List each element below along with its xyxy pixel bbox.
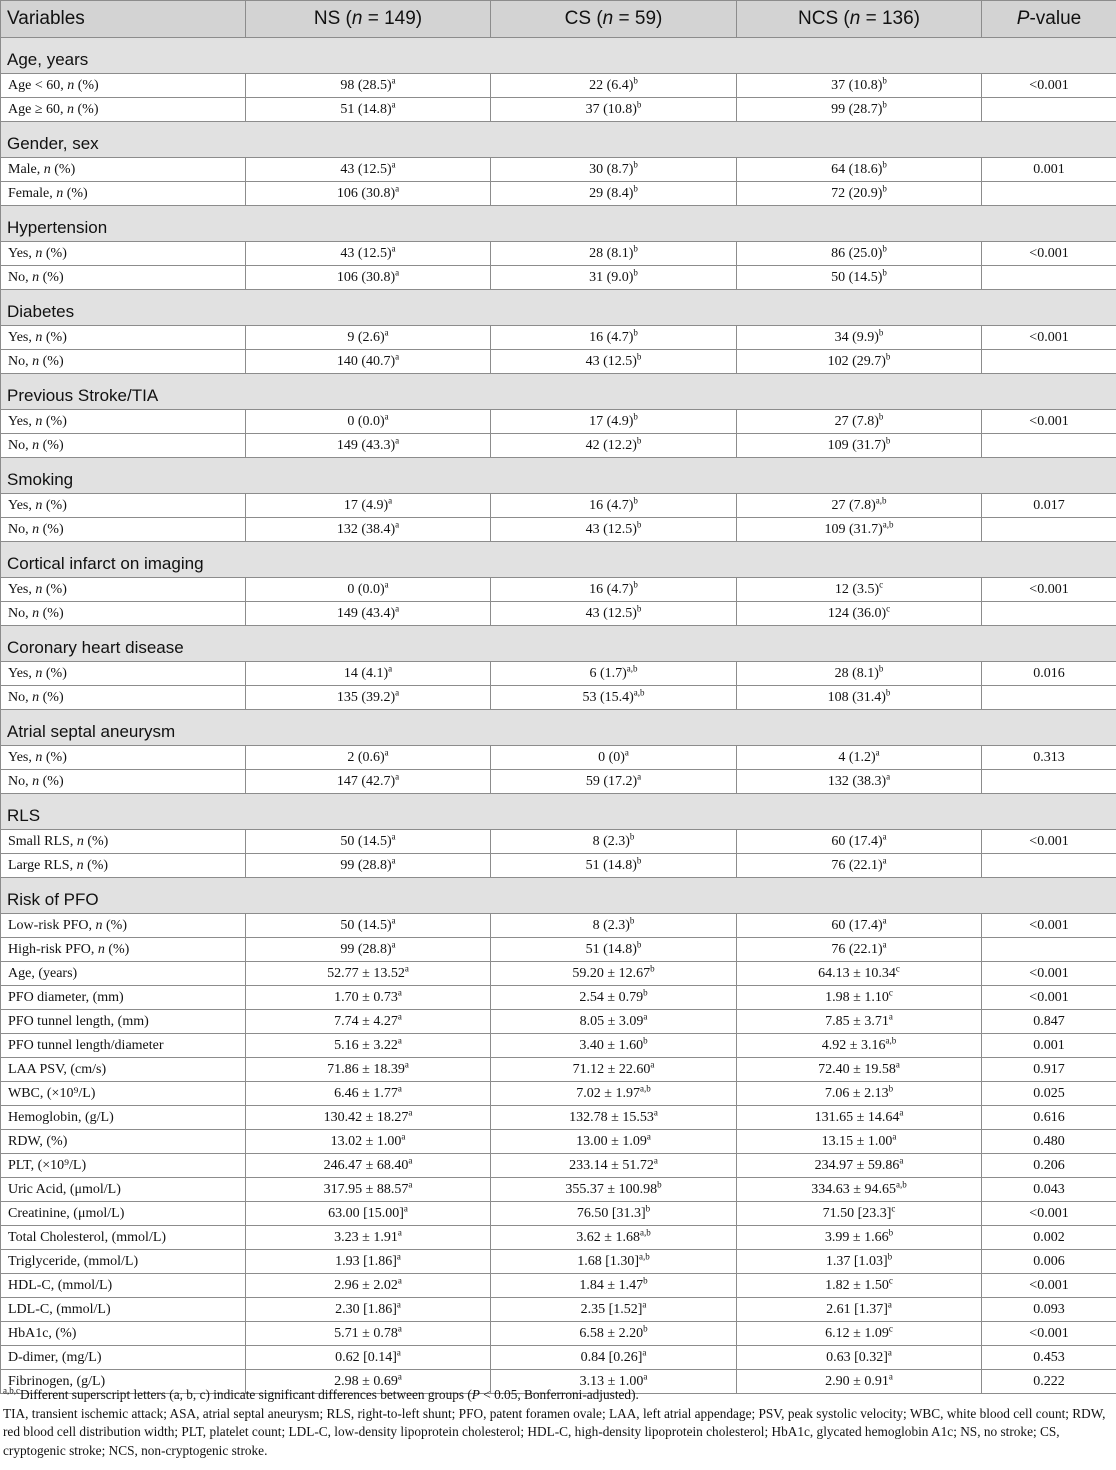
table-row	[1, 1034, 1116, 1058]
row-label: WBC, (×10⁹/L)	[1, 1082, 246, 1106]
table-row	[1, 1082, 1116, 1106]
cell-cs: 8.05 ± 3.09$^a$	[491, 1010, 737, 1034]
row-label: LAA PSV, (cm/s)	[1, 1058, 246, 1082]
cell-ns: 3.23 ± 1.91$^a$	[246, 1226, 491, 1250]
row-label: Yes, n (%)	[1, 494, 246, 518]
cell-cs: 1.68 $[1.30]^{a,b}$	[491, 1250, 737, 1274]
table-row	[1, 242, 1116, 266]
header-p-value: P-value	[982, 1, 1116, 38]
cell-cs: 59.20 ± 12.67$^b$	[491, 962, 737, 986]
cell-p-value: 0.847	[982, 1010, 1116, 1034]
cell-ncs: 34 $(9.9)^b$	[737, 326, 982, 350]
cell-ns: 14 $(4.1)^a$	[246, 662, 491, 686]
table-row	[1, 686, 1116, 710]
cell-cs: 8 $(2.3)^b$	[491, 830, 737, 854]
section-row	[1, 542, 1116, 578]
cell-p-value: 0.043	[982, 1178, 1116, 1202]
cell-cs: 16 $(4.7)^b$	[491, 494, 737, 518]
cell-cs: 0.84 $[0.26]^a$	[491, 1346, 737, 1370]
cell-cs: 43 $(12.5)^b$	[491, 518, 737, 542]
row-label: Male, n (%)	[1, 158, 246, 182]
cell-p-value: <0.001	[982, 578, 1116, 602]
section-label: Hypertension	[1, 206, 1116, 242]
cell-ns: 99 $(28.8)^a$	[246, 854, 491, 878]
section-row	[1, 374, 1116, 410]
cell-ns: 1.70 ± 0.73$^a$	[246, 986, 491, 1010]
table-row	[1, 914, 1116, 938]
cell-ncs: 109 $(31.7)^{a,b}$	[737, 518, 982, 542]
cell-cs: 16 $(4.7)^b$	[491, 578, 737, 602]
cell-ncs: 2.61 $[1.37]^a$	[737, 1298, 982, 1322]
cell-ns: 147 $(42.7)^a$	[246, 770, 491, 794]
cell-ns: 6.46 ± 1.77$^a$	[246, 1082, 491, 1106]
cell-ncs: 234.97 ± 59.86$^a$	[737, 1154, 982, 1178]
row-label: Creatinine, (μmol/L)	[1, 1202, 246, 1226]
cell-ns: 50 $(14.5)^a$	[246, 914, 491, 938]
cell-ncs: 12 $(3.5)^c$	[737, 578, 982, 602]
cell-p-value: 0.917	[982, 1058, 1116, 1082]
cell-cs: 233.14 ± 51.72$^a$	[491, 1154, 737, 1178]
cell-ncs: 1.98 ± 1.10$^c$	[737, 986, 982, 1010]
cell-ncs: 37 $(10.8)^b$	[737, 74, 982, 98]
row-label: RDW, (%)	[1, 1130, 246, 1154]
cell-cs: 6.58 ± 2.20$^b$	[491, 1322, 737, 1346]
cell-ns: 1.93 $[1.86]^a$	[246, 1250, 491, 1274]
cell-ncs: 132 $(38.3)^a$	[737, 770, 982, 794]
cell-cs: 31 $(9.0)^b$	[491, 266, 737, 290]
cell-cs: 0 $(0)^a$	[491, 746, 737, 770]
row-label: Yes, n (%)	[1, 578, 246, 602]
row-label: Yes, n (%)	[1, 746, 246, 770]
cell-cs: 71.12 ± 22.60$^a$	[491, 1058, 737, 1082]
table-row	[1, 1202, 1116, 1226]
table-row	[1, 1274, 1116, 1298]
footnote-abbreviations: TIA, transient ischemic attack; ASA, atrial septal aneurysm; RLS, right-to-left shunt; PFO, patent foramen ovale; LAA, left atrial appendage; PSV, peak systolic velocity; WBC, white blood cell count; RDW, red blood cell distribution width; PLT, platelet count; LDL-C, low-density lipoprotein cholesterol; HDL-C, high-density lipoprotein cholesterol; HbA1c, glycated hemoglobin A1c; NS, no stroke; CS, cryptogenic stroke; NCS, non-cryptogenic stroke.	[3, 1405, 1106, 1458]
cell-ncs: 3.99 ± 1.66$^b$	[737, 1226, 982, 1250]
section-row	[1, 794, 1116, 830]
cell-ns: 2.30 $[1.86]^a$	[246, 1298, 491, 1322]
cell-cs: 28 $(8.1)^b$	[491, 242, 737, 266]
row-label: HDL-C, (mmol/L)	[1, 1274, 246, 1298]
cell-p-value: 0.616	[982, 1106, 1116, 1130]
cell-ns: 50 $(14.5)^a$	[246, 830, 491, 854]
table-row	[1, 1010, 1116, 1034]
cell-cs: 1.84 ± 1.47$^b$	[491, 1274, 737, 1298]
cell-ns: 0 $(0.0)^a$	[246, 578, 491, 602]
cell-p-value: <0.001	[982, 962, 1116, 986]
row-label: Triglyceride, (mmol/L)	[1, 1250, 246, 1274]
cell-ncs: $334.63 \pm 94.65^{a,b}$	[737, 1178, 982, 1202]
table-row	[1, 1178, 1116, 1202]
cell-p-value: 0.222	[982, 1370, 1116, 1394]
table-row	[1, 158, 1116, 182]
section-label: Smoking	[1, 458, 1116, 494]
row-label: PFO tunnel length/diameter	[1, 1034, 246, 1058]
section-label: Gender, sex	[1, 122, 1116, 158]
cell-ns: 5.71 ± 0.78$^a$	[246, 1322, 491, 1346]
table-row	[1, 662, 1116, 686]
cell-p-value	[982, 518, 1116, 542]
section-label: RLS	[1, 794, 1116, 830]
header-ns: NS (n = 149)	[246, 1, 491, 38]
cell-ns: 43 $(12.5)^a$	[246, 158, 491, 182]
row-label: Uric Acid, (μmol/L)	[1, 1178, 246, 1202]
cell-ncs: 0.63 $[0.32]^a$	[737, 1346, 982, 1370]
row-label: HbA1c, (%)	[1, 1322, 246, 1346]
cell-cs: 37 $(10.8)^b$	[491, 98, 737, 122]
cell-ncs: 4 $(1.2)^a$	[737, 746, 982, 770]
header-ncs: NCS (n = 136)	[737, 1, 982, 38]
cell-ncs: 71.50 $[23.3]^c$	[737, 1202, 982, 1226]
cell-p-value: <0.001	[982, 326, 1116, 350]
cell-p-value	[982, 350, 1116, 374]
row-label: D-dimer, (mg/L)	[1, 1346, 246, 1370]
cell-p-value	[982, 686, 1116, 710]
row-label: Age < 60, n (%)	[1, 74, 246, 98]
table-row	[1, 1154, 1116, 1178]
row-label: No, n (%)	[1, 350, 246, 374]
cell-p-value: 0.313	[982, 746, 1116, 770]
cell-cs: 76.50 $[31.3]^b$	[491, 1202, 737, 1226]
cell-cs: 2.35 $[1.52]^a$	[491, 1298, 737, 1322]
section-row	[1, 878, 1116, 914]
table-row	[1, 1226, 1116, 1250]
cell-ns: 9 $(2.6)^a$	[246, 326, 491, 350]
cell-p-value	[982, 98, 1116, 122]
cell-ncs: 7.06 ± 2.13$^b$	[737, 1082, 982, 1106]
section-label: Diabetes	[1, 290, 1116, 326]
cell-ncs: 50 $(14.5)^b$	[737, 266, 982, 290]
cell-cs: 22 $(6.4)^b$	[491, 74, 737, 98]
row-label: PLT, (×10⁹/L)	[1, 1154, 246, 1178]
row-label: No, n (%)	[1, 518, 246, 542]
section-label: Previous Stroke/TIA	[1, 374, 1116, 410]
table-row	[1, 1058, 1116, 1082]
cell-ns: 246.47 ± 68.40$^a$	[246, 1154, 491, 1178]
cell-ncs: 27 $(7.8)^{a,b}$	[737, 494, 982, 518]
row-label: High-risk PFO, n (%)	[1, 938, 246, 962]
section-row	[1, 626, 1116, 662]
cell-ns: 149 $(43.3)^a$	[246, 434, 491, 458]
cell-cs: 2.54 ± 0.79$^b$	[491, 986, 737, 1010]
row-label: No, n (%)	[1, 602, 246, 626]
table-row	[1, 854, 1116, 878]
cell-cs: 30 $(8.7)^b$	[491, 158, 737, 182]
cell-p-value: 0.025	[982, 1082, 1116, 1106]
cell-ncs: 28 $(8.1)^b$	[737, 662, 982, 686]
table-footnotes	[3, 1386, 1113, 1460]
cell-p-value	[982, 938, 1116, 962]
table-row	[1, 98, 1116, 122]
row-label: PFO tunnel length, (mm)	[1, 1010, 246, 1034]
cell-ns: 135 $(39.2)^a$	[246, 686, 491, 710]
cell-p-value	[982, 182, 1116, 206]
cell-ncs: 6.12 ± 1.09$^c$	[737, 1322, 982, 1346]
cell-ncs: 76 $(22.1)^a$	[737, 854, 982, 878]
header-cs: CS (n = 59)	[491, 1, 737, 38]
cell-ncs: 60 $(17.4)^a$	[737, 914, 982, 938]
row-label: No, n (%)	[1, 266, 246, 290]
cell-p-value: 0.480	[982, 1130, 1116, 1154]
cell-p-value: 0.001	[982, 1034, 1116, 1058]
cell-ncs: 102 $(29.7)^b$	[737, 350, 982, 374]
row-label: LDL-C, (mmol/L)	[1, 1298, 246, 1322]
cell-p-value	[982, 854, 1116, 878]
row-label: PFO diameter, (mm)	[1, 986, 246, 1010]
row-label: Total Cholesterol, (mmol/L)	[1, 1226, 246, 1250]
cell-p-value: 0.001	[982, 158, 1116, 182]
row-label: Female, n (%)	[1, 182, 246, 206]
table-row	[1, 74, 1116, 98]
cell-ncs: 2.90 ± 0.91$^a$	[737, 1370, 982, 1394]
cell-ncs: 124 $(36.0)^c$	[737, 602, 982, 626]
cell-ns: 2.96 ± 2.02$^a$	[246, 1274, 491, 1298]
table-row	[1, 1322, 1116, 1346]
section-row	[1, 206, 1116, 242]
table-row	[1, 410, 1116, 434]
cell-cs: $3.62 \pm 1.68^{a,b}$	[491, 1226, 737, 1250]
table-row	[1, 986, 1116, 1010]
cell-ns: 2.98 ± 0.69$^a$	[246, 1370, 491, 1394]
section-row	[1, 710, 1116, 746]
cell-ns: 63.00 $[15.00]^a$	[246, 1202, 491, 1226]
header-variables: Variables	[1, 1, 246, 38]
table-row	[1, 1130, 1116, 1154]
table-row	[1, 350, 1116, 374]
cell-ns: 51 $(14.8)^a$	[246, 98, 491, 122]
cell-p-value: <0.001	[982, 1322, 1116, 1346]
cell-cs: 42 $(12.2)^b$	[491, 434, 737, 458]
cell-cs: 51 $(14.8)^b$	[491, 938, 737, 962]
row-label: Hemoglobin, (g/L)	[1, 1106, 246, 1130]
cell-ns: 17 $(4.9)^a$	[246, 494, 491, 518]
cell-ns: 106 $(30.8)^a$	[246, 182, 491, 206]
table-row	[1, 962, 1116, 986]
table-row	[1, 1250, 1116, 1274]
cell-ns: 52.77 ± 13.52$^a$	[246, 962, 491, 986]
cell-p-value: 0.206	[982, 1154, 1116, 1178]
cell-p-value	[982, 770, 1116, 794]
cell-p-value: <0.001	[982, 830, 1116, 854]
cell-ncs: 109 $(31.7)^b$	[737, 434, 982, 458]
cell-cs: 53 $(15.4)^{a,b}$	[491, 686, 737, 710]
table-row	[1, 266, 1116, 290]
cell-p-value: <0.001	[982, 74, 1116, 98]
cell-ncs: 27 $(7.8)^b$	[737, 410, 982, 434]
table-row	[1, 1298, 1116, 1322]
row-label: Large RLS, n (%)	[1, 854, 246, 878]
row-label: No, n (%)	[1, 434, 246, 458]
table-row	[1, 518, 1116, 542]
row-label: Fibrinogen, (g/L)	[1, 1370, 246, 1394]
table-row	[1, 182, 1116, 206]
row-label: No, n (%)	[1, 770, 246, 794]
row-label: Small RLS, n (%)	[1, 830, 246, 854]
cell-p-value: 0.093	[982, 1298, 1116, 1322]
cell-ncs: 13.15 ± 1.00$^a$	[737, 1130, 982, 1154]
table-row	[1, 746, 1116, 770]
cell-ns: 130.42 ± 18.27$^a$	[246, 1106, 491, 1130]
table-body	[1, 38, 1116, 1394]
row-label: Yes, n (%)	[1, 326, 246, 350]
section-row	[1, 122, 1116, 158]
cell-ncs: 72.40 ± 19.58$^a$	[737, 1058, 982, 1082]
cell-ncs: 76 $(22.1)^a$	[737, 938, 982, 962]
cell-cs: 3.40 ± 1.60$^b$	[491, 1034, 737, 1058]
table-header-row	[1, 1, 1116, 38]
row-label: Yes, n (%)	[1, 242, 246, 266]
cell-cs: 132.78 ± 15.53$^a$	[491, 1106, 737, 1130]
section-label: Atrial septal aneurysm	[1, 710, 1116, 746]
cell-ncs: 72 $(20.9)^b$	[737, 182, 982, 206]
cell-ns: 43 $(12.5)^a$	[246, 242, 491, 266]
cell-ns: 5.16 ± 3.22$^a$	[246, 1034, 491, 1058]
cell-cs: 29 $(8.4)^b$	[491, 182, 737, 206]
footnote-superscript: $^{a,b,c}$Different superscript letters (a, b, c) indicate significant differences between groups (P < 0.05, Bonferroni-adjusted).	[3, 1385, 639, 1402]
cell-ncs: 86 $(25.0)^b$	[737, 242, 982, 266]
cell-ncs: 7.85 ± 3.71$^a$	[737, 1010, 982, 1034]
section-row	[1, 290, 1116, 326]
cell-ns: 132 $(38.4)^a$	[246, 518, 491, 542]
table-row	[1, 830, 1116, 854]
row-label: Yes, n (%)	[1, 662, 246, 686]
cell-cs: 59 $(17.2)^a$	[491, 770, 737, 794]
cell-ns: 140 $(40.7)^a$	[246, 350, 491, 374]
table-row	[1, 1346, 1116, 1370]
cell-cs: $7.02 \pm 1.97^{a,b}$	[491, 1082, 737, 1106]
cell-ns: 149 $(43.4)^a$	[246, 602, 491, 626]
table-row	[1, 578, 1116, 602]
cell-p-value: <0.001	[982, 242, 1116, 266]
cell-ncs: 108 $(31.4)^b$	[737, 686, 982, 710]
cell-p-value	[982, 602, 1116, 626]
cell-cs: 16 $(4.7)^b$	[491, 326, 737, 350]
cell-ncs: 60 $(17.4)^a$	[737, 830, 982, 854]
section-label: Age, years	[1, 38, 1116, 74]
section-label: Cortical infarct on imaging	[1, 542, 1116, 578]
cell-cs: 3.13 ± 1.00$^a$	[491, 1370, 737, 1394]
cell-ncs: 1.37 $[1.03]^b$	[737, 1250, 982, 1274]
section-label: Coronary heart disease	[1, 626, 1116, 662]
cell-ncs: 64 $(18.6)^b$	[737, 158, 982, 182]
section-row	[1, 458, 1116, 494]
cell-cs: 13.00 ± 1.09$^a$	[491, 1130, 737, 1154]
row-label: Low-risk PFO, n (%)	[1, 914, 246, 938]
cell-ns: 0 $(0.0)^a$	[246, 410, 491, 434]
table-row	[1, 938, 1116, 962]
cell-cs: 6 $(1.7)^{a,b}$	[491, 662, 737, 686]
cell-p-value: 0.002	[982, 1226, 1116, 1250]
table-row	[1, 434, 1116, 458]
cell-cs: 51 $(14.8)^b$	[491, 854, 737, 878]
row-label: Yes, n (%)	[1, 410, 246, 434]
cell-cs: 8 $(2.3)^b$	[491, 914, 737, 938]
cell-ns: 106 $(30.8)^a$	[246, 266, 491, 290]
cell-cs: 43 $(12.5)^b$	[491, 602, 737, 626]
cell-ns: 71.86 ± 18.39$^a$	[246, 1058, 491, 1082]
cell-p-value: <0.001	[982, 986, 1116, 1010]
cell-p-value: 0.017	[982, 494, 1116, 518]
row-label: No, n (%)	[1, 686, 246, 710]
cell-ns: 98 $(28.5)^a$	[246, 74, 491, 98]
row-label: Age, (years)	[1, 962, 246, 986]
cell-cs: 43 $(12.5)^b$	[491, 350, 737, 374]
cell-ns: 0.62 $[0.14]^a$	[246, 1346, 491, 1370]
cell-ns: 2 $(0.6)^a$	[246, 746, 491, 770]
cell-ncs: 99 $(28.7)^b$	[737, 98, 982, 122]
cell-p-value: <0.001	[982, 914, 1116, 938]
cell-ns: 7.74 ± 4.27$^a$	[246, 1010, 491, 1034]
section-row	[1, 38, 1116, 74]
cell-p-value	[982, 434, 1116, 458]
section-label: Risk of PFO	[1, 878, 1116, 914]
table-row	[1, 326, 1116, 350]
row-label: Age ≥ 60, n (%)	[1, 98, 246, 122]
cell-p-value: <0.001	[982, 1202, 1116, 1226]
cell-ncs: 1.82 ± 1.50$^c$	[737, 1274, 982, 1298]
table-row	[1, 602, 1116, 626]
cell-ncs: 131.65 ± 14.64$^a$	[737, 1106, 982, 1130]
cell-p-value: 0.016	[982, 662, 1116, 686]
cell-p-value	[982, 266, 1116, 290]
cell-cs: 17 $(4.9)^b$	[491, 410, 737, 434]
cell-ncs: $4.92 \pm 3.16^{a,b}$	[737, 1034, 982, 1058]
table-row	[1, 770, 1116, 794]
cell-ns: 13.02 ± 1.00$^a$	[246, 1130, 491, 1154]
cell-p-value: <0.001	[982, 410, 1116, 434]
table-row	[1, 494, 1116, 518]
table-row	[1, 1106, 1116, 1130]
cell-p-value: 0.453	[982, 1346, 1116, 1370]
cell-p-value: 0.006	[982, 1250, 1116, 1274]
cell-ns: 317.95 ± 88.57$^a$	[246, 1178, 491, 1202]
cell-ncs: 64.13 ± 10.34$^c$	[737, 962, 982, 986]
cell-ns: 99 $(28.8)^a$	[246, 938, 491, 962]
cell-cs: 355.37 ± 100.98$^b$	[491, 1178, 737, 1202]
cell-p-value: <0.001	[982, 1274, 1116, 1298]
